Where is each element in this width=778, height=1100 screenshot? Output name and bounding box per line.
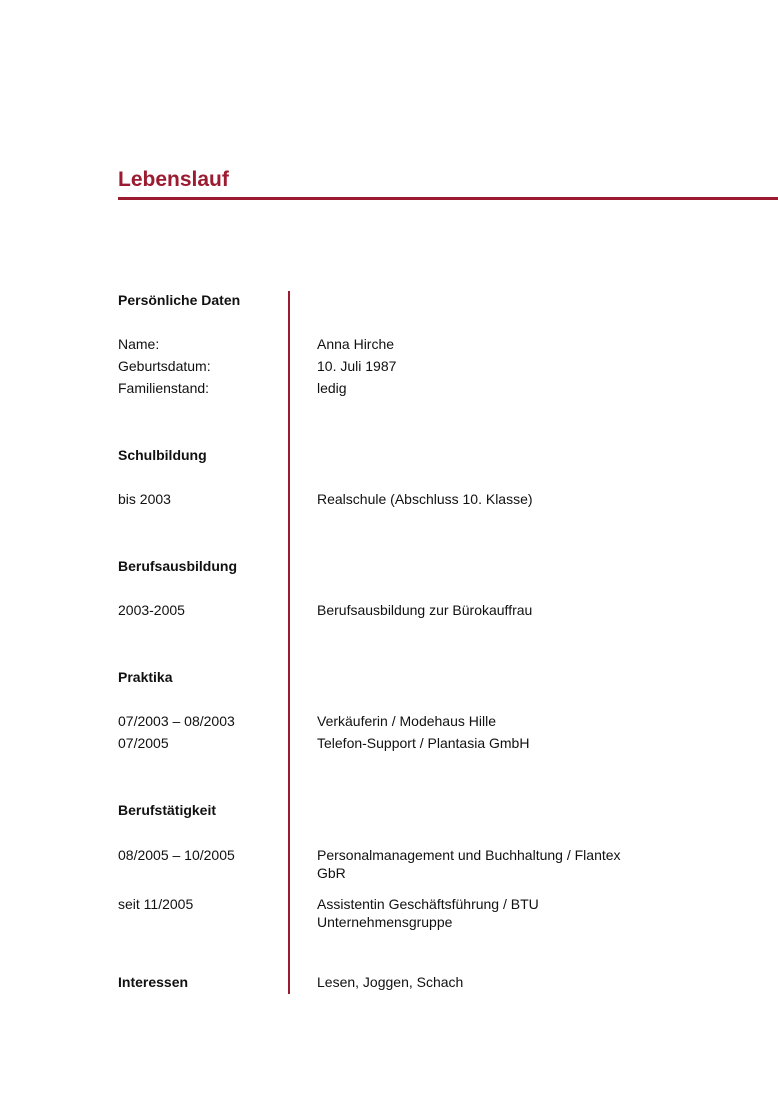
label-birthdate: Geburtsdatum: (118, 358, 211, 374)
title-underline (118, 197, 778, 200)
value-school: Realschule (Abschluss 10. Klasse) (317, 491, 533, 507)
value-internship-2: Telefon-Support / Plantasia GmbH (317, 735, 530, 751)
label-school-period: bis 2003 (118, 491, 171, 507)
value-marital-status: ledig (317, 380, 347, 396)
page-title: Lebenslauf (118, 168, 229, 191)
value-interests: Lesen, Joggen, Schach (317, 974, 464, 990)
section-heading-interests: Interessen (118, 974, 189, 990)
section-heading-personal: Persönliche Daten (118, 292, 241, 308)
section-heading-employment: Berufstätigkeit (118, 802, 217, 818)
value-employment-2: Assistentin Geschäftsführung / BTU Unternehmensgruppe (317, 896, 539, 930)
value-name: Anna Hirche (317, 336, 395, 352)
label-employment-2-period: seit 11/2005 (118, 896, 194, 912)
value-birthdate: 10. Juli 1987 (317, 358, 397, 374)
label-name: Name: (118, 336, 160, 352)
value-training: Berufsausbildung zur Bürokauffrau (317, 602, 533, 618)
section-heading-training: Berufsausbildung (118, 558, 238, 574)
section-heading-school: Schulbildung (118, 447, 207, 463)
label-marital-status: Familienstand: (118, 380, 210, 396)
column-divider (288, 291, 290, 994)
section-heading-internships: Praktika (118, 669, 173, 685)
label-employment-1-period: 08/2005 – 10/2005 (118, 847, 235, 863)
label-internship-2-period: 07/2005 (118, 735, 169, 751)
label-training-period: 2003-2005 (118, 602, 185, 618)
value-internship-1: Verkäuferin / Modehaus Hille (317, 713, 496, 729)
value-employment-1: Personalmanagement und Buchhaltung / Flantex GbR (317, 847, 621, 881)
label-internship-1-period: 07/2003 – 08/2003 (118, 713, 235, 729)
